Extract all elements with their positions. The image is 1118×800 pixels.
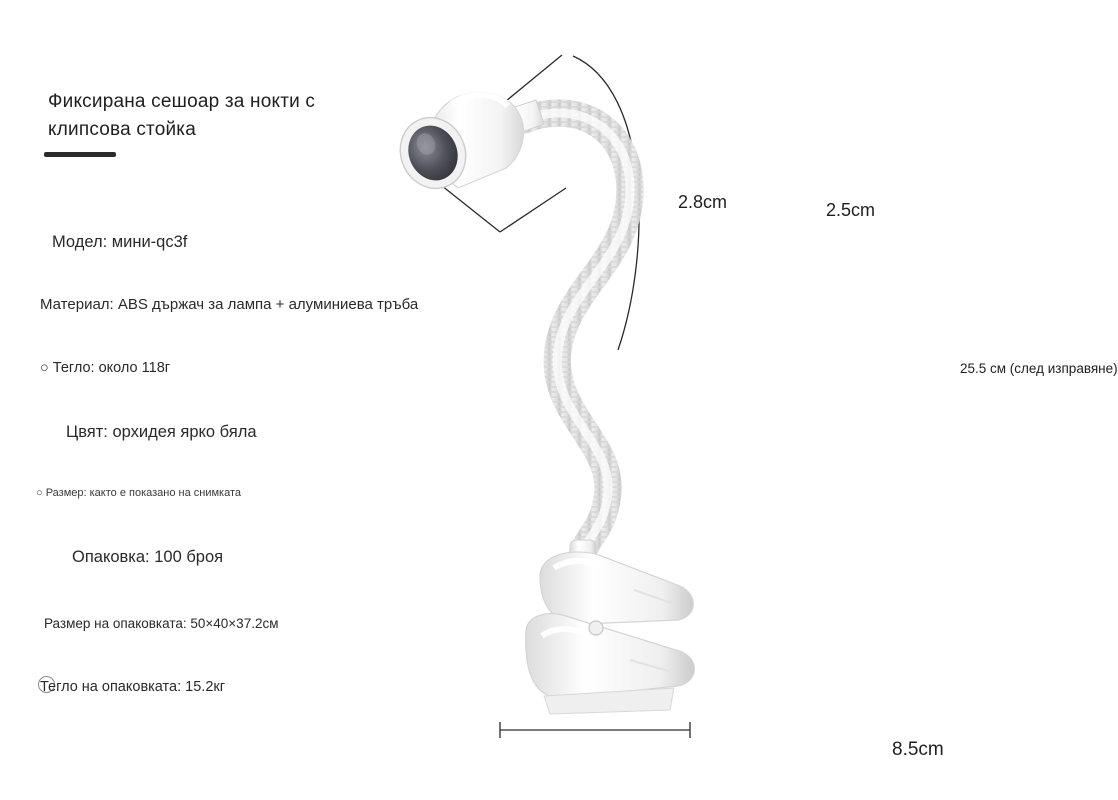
clip-width-dimension-line xyxy=(500,722,690,738)
spec-size: ○ Размер: както е показано на снимката xyxy=(36,487,242,499)
dimension-clip-width: 8.5cm xyxy=(892,739,944,760)
lamp-head xyxy=(389,92,544,199)
lamp-drawing-svg xyxy=(330,20,790,780)
spec-material: Материал: ABS държач за лампа + алуминиева тръба xyxy=(40,296,419,313)
page-title: Фиксирана сешоар за нокти с клипсова стойка xyxy=(48,91,316,140)
dimension-head-diameter: 2.8cm xyxy=(678,192,728,212)
title-underline-rule xyxy=(44,152,116,157)
spec-package-size: Размер на опаковката: 50×40×37.2см xyxy=(44,616,279,631)
clip-mount xyxy=(526,540,695,714)
product-illustration xyxy=(330,20,1118,780)
spec-color: Цвят: орхидея ярко бяла xyxy=(66,423,257,441)
spec-packing: Опаковка: 100 броя xyxy=(72,548,224,566)
dimension-head-depth: 2.5cm xyxy=(826,200,876,220)
spec-model: Модел: мини-qc3f xyxy=(52,233,188,251)
dimension-arm-length: 25.5 см (след изправяне) xyxy=(960,361,1118,376)
spec-weight: ○ Тегло: около 118г xyxy=(40,360,171,376)
spec-package-weight: Тегло на опаковката: 15.2кг xyxy=(40,679,226,695)
gooseneck-shadow xyxy=(524,113,630,558)
